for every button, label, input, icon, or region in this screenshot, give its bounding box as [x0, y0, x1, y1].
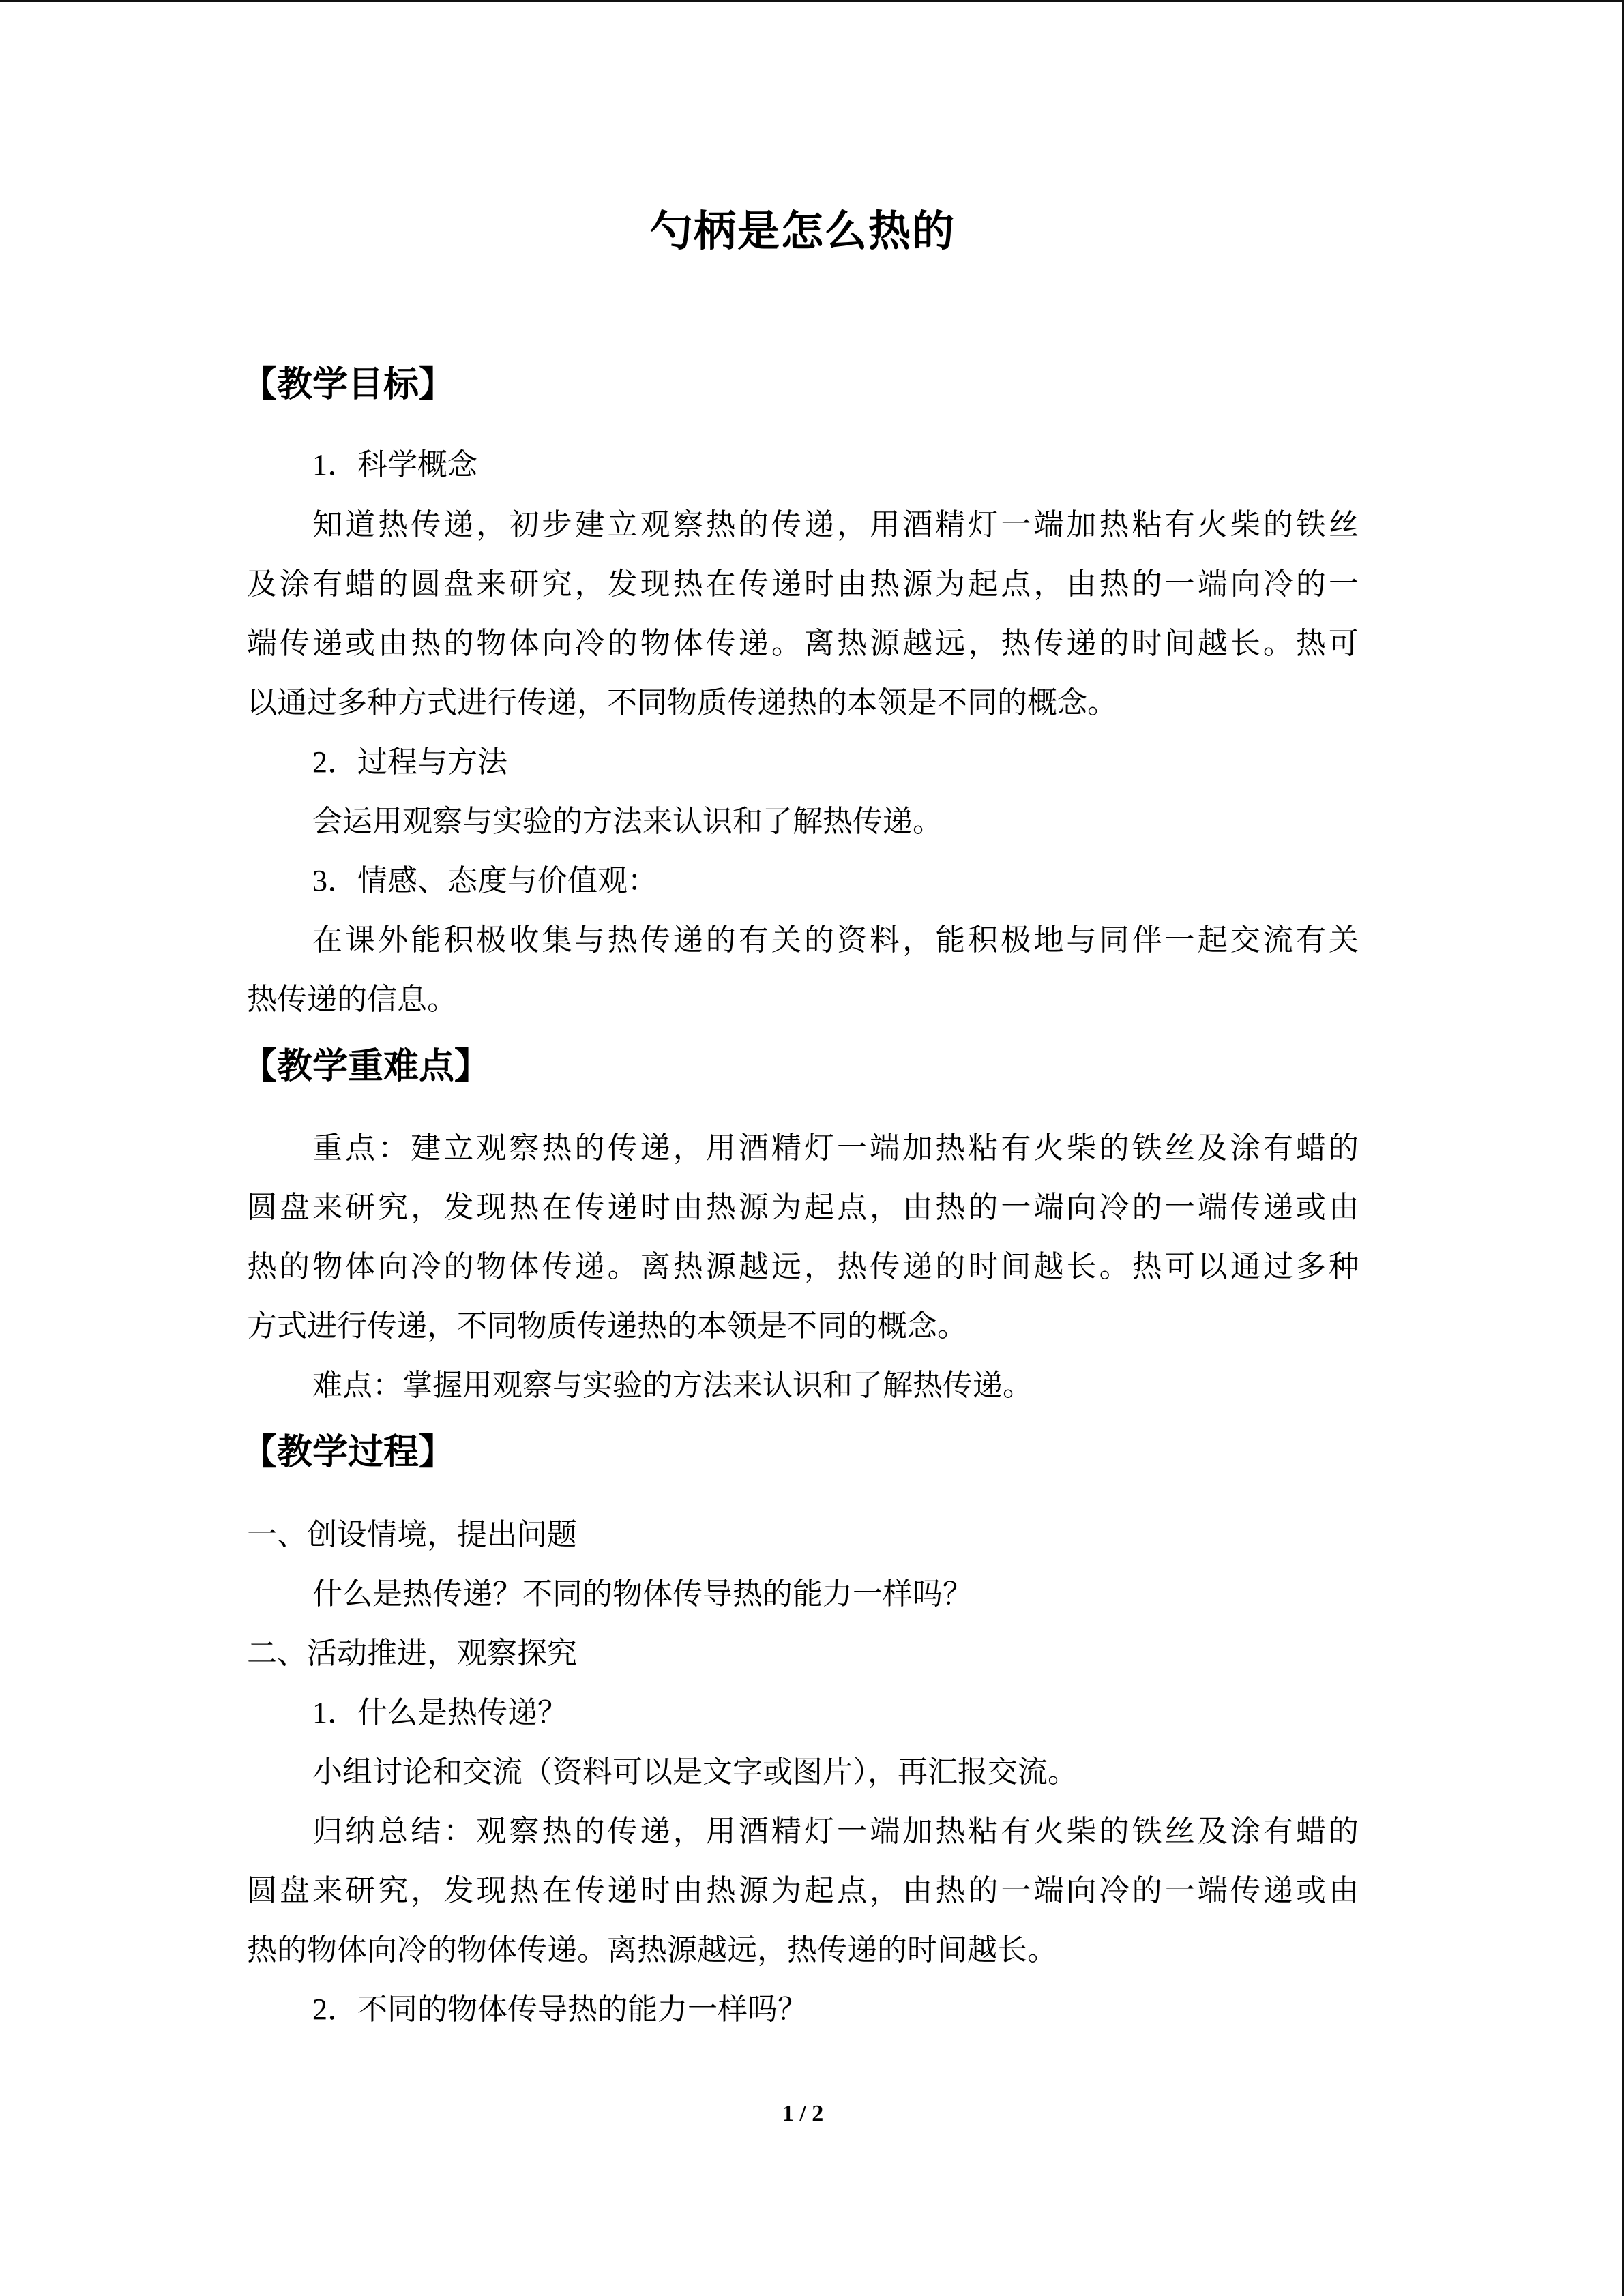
objective-1-text-line: 知道热传递，初步建立观察热的传递，用酒精灯一端加热粘有火柴的铁丝 [312, 508, 1359, 541]
objective-1-text-line: 及涂有蜡的圆盘来研究，发现热在传递时由热源为起点，由热的一端向冷的一 [247, 567, 1359, 601]
key-point-text-line: 重点：建立观察热的传递，用酒精灯一端加热粘有火柴的铁丝及涂有蜡的 [312, 1131, 1359, 1165]
objective-1-label: 1．科学概念 [312, 448, 477, 481]
page-number: 1 / 2 [782, 2101, 824, 2126]
objective-1-text-line: 端传递或由热的物体向冷的物体传递。离热源越远，热传递的时间越长。热可 [247, 627, 1359, 660]
process-part-2-item-1-label: 1．什么是热传递？ [312, 1696, 567, 1729]
page-border-top [0, 0, 1624, 2]
objective-2-label: 2．过程与方法 [312, 745, 507, 779]
process-part-2-item-1-text: 小组讨论和交流（资料可以是文字或图片），再汇报交流。 [312, 1755, 1078, 1789]
process-part-2-item-2-label: 2．不同的物体传导热的能力一样吗？ [312, 1993, 808, 2026]
process-summary-line: 圆盘来研究，发现热在传递时由热源为起点，由热的一端向冷的一端传递或由 [247, 1874, 1359, 1907]
document-title: 勺柄是怎么热的 [649, 209, 956, 255]
process-part-1-text: 什么是热传递？不同的物体传导热的能力一样吗？ [312, 1577, 973, 1611]
objective-2-text: 会运用观察与实验的方法来认识和了解热传递。 [312, 805, 943, 838]
process-part-2-label: 二、活动推进，观察探究 [247, 1637, 577, 1670]
section-heading-objectives: 【教学目标】 [241, 366, 455, 404]
process-summary-line: 热的物体向冷的物体传递。离热源越远，热传递的时间越长。 [247, 1933, 1057, 1967]
section-heading-process: 【教学过程】 [241, 1433, 455, 1472]
objective-3-label: 3．情感、态度与价值观： [312, 864, 658, 897]
process-summary-line: 归纳总结：观察热的传递，用酒精灯一端加热粘有火柴的铁丝及涂有蜡的 [312, 1815, 1359, 1848]
key-point-text-line: 圆盘来研究，发现热在传递时由热源为起点，由热的一端向冷的一端传递或由 [247, 1191, 1359, 1224]
difficulty-text: 难点：掌握用观察与实验的方法来认识和了解热传递。 [312, 1369, 1033, 1402]
key-point-text-line: 方式进行传递，不同物质传递热的本领是不同的概念。 [247, 1309, 967, 1343]
process-part-1-label: 一、创设情境，提出问题 [247, 1518, 577, 1551]
section-heading-key-points: 【教学重难点】 [241, 1047, 490, 1086]
objective-1-text-line: 以通过多种方式进行传递，不同物质传递热的本领是不同的概念。 [247, 686, 1117, 719]
objective-3-text-line: 在课外能积极收集与热传递的有关的资料，能积极地与同伴一起交流有关 [312, 923, 1359, 957]
key-point-text-line: 热的物体向冷的物体传递。离热源越远，热传递的时间越长。热可以通过多种 [247, 1250, 1359, 1283]
objective-3-text-line: 热传递的信息。 [247, 983, 457, 1016]
